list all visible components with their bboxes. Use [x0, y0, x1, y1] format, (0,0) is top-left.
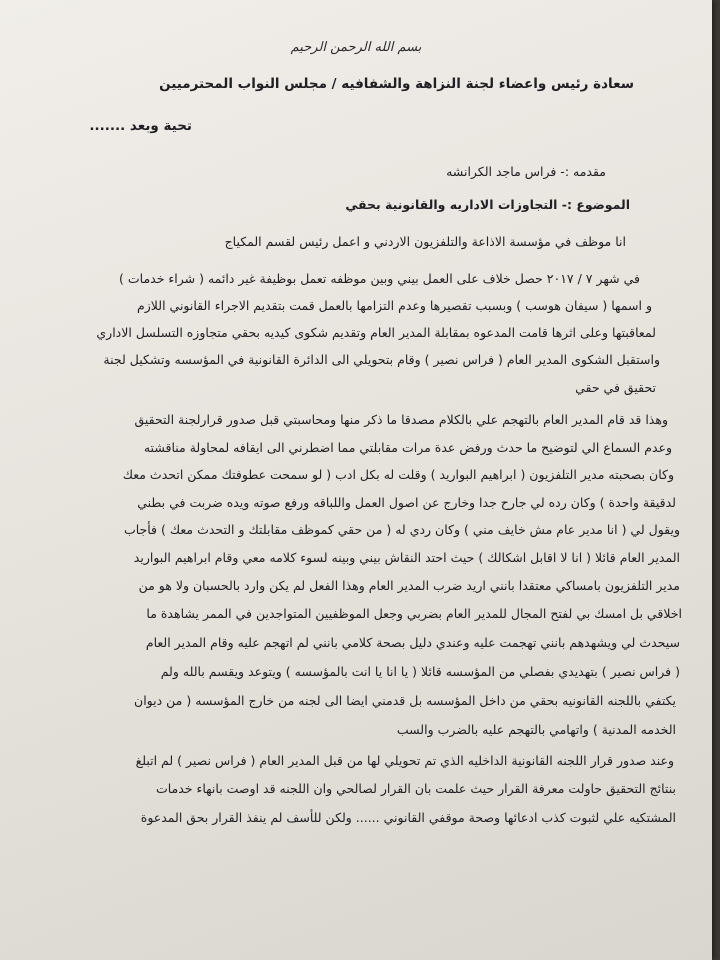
body-line: في شهر ٧ / ٢٠١٧ حصل خلاف على العمل بيني وبين موظفه تعمل بوظيفة غير دائمه ( شراء خدمات ) [119, 271, 640, 286]
body-line: يكتفي باللجنه القانونيه بحقي من داخل المؤسسه بل قدمني ايضا الى لجنه من خارج المؤسسه ( من ديوان [134, 693, 676, 708]
addressee-line: سعادة رئيس واعضاء لجنة النزاهة والشفافيه / مجلس النواب المحترميين [159, 76, 634, 92]
body-line: لمعاقبتها وعلى اثرها قامت المدعوه بمقابلة المدير العام وتقديم شكوى كيديه بحقي متجاوزه التسلسل الاداري [96, 325, 656, 340]
body-line: لدقيقة واحدة ) وكان رده لي جارح جدا وخارج عن اصول العمل واللباقه ورفع صوته ويده ضربت في بطني [137, 495, 676, 510]
body-line: ويقول لي ( انا مدير عام مش خايف مني ) وكان ردي له ( من حقي كموظف مقابلتك و التحدث معك ) فأجاب [123, 522, 680, 537]
subject-line: الموضوع :- التجاوزات الاداريه والقانونية بحقي [345, 197, 630, 212]
body-line: بنتائج التحقيق حاولت معرفة القرار حيث علمت بان القرار لصالحي وان اللجنه قد اوصت بانهاء خدمات [155, 781, 676, 796]
body-line: اخلاقي بل امسك بي لفتح المجال للمدير العام بضربي وجعل الموظفيين المتواجدين في الممر يشاهدة ما [146, 606, 682, 621]
body-line: مدير التلفزيون بامساكي معتقدا بانني اريد ضرب المدير العام وهذا الفعل لم يكن وارد بالحسبان ولا هو من [138, 578, 680, 593]
body-line: وعدم السماع الي لتوضيح ما حدث ورفض عدة مرات مقابلتي مما اضطرني الى ايقافه لمحاولة مناقشته [143, 440, 672, 455]
submitter-line: مقدمه :- فراس ماجد الكرانشه [446, 164, 606, 179]
body-line: وكان بصحبته مدير التلفزيون ( ابراهيم البواريد ) وقلت له بكل ادب ( لو سمحت عطوفتك ممكن اتحدث معك [122, 467, 674, 482]
greeting-line: تحية وبعد ....... [89, 118, 192, 134]
body-line: تحقيق في حقي [575, 380, 656, 395]
body-line: سيحدث لي ويشهدهم بانني تهجمت عليه وعندي دليل بصحة كلامي بانني لم اتهجم عليه وقام المدير العام [145, 635, 680, 650]
body-line: الخدمه المدنية ) واتهامي بالتهجم عليه بالضرب والسب [396, 722, 676, 737]
body-line: ( فراس نصير ) بتهديدي بفصلي من المؤسسه قائلا ( يا انا يا انت بالمؤسسه ) ويتوعد ويقسم بالله ولم [160, 664, 680, 679]
body-line: و اسمها ( سيفان هوسب ) وبسبب تقصيرها وعدم التزامها بالعمل قمت بتقديم الاجراء القانوني اللازم [137, 298, 652, 313]
basmala-heading: بسم الله الرحمن الرحيم [290, 40, 422, 55]
intro-line: انا موظف في مؤسسة الاذاعة والتلفزيون الاردني و اعمل رئيس لقسم المكياج [224, 234, 626, 249]
body-line: المدير العام قائلا ( انا لا اقابل اشكالك ) حيث احتد النقاش بيني وبينه لسوء كلامه معي وقام ابراهيم البواريد [133, 550, 680, 565]
body-line: وعند صدور قرار اللجنه القانونية الداخليه الذي تم تحويلي لها من قبل المدير العام ( فراس نصير ) لم اتبلغ [135, 753, 674, 768]
body-line: وهذا قد قام المدير العام بالتهجم علي بالكلام مصدقا ما ذكر منها ومحاسبتي قبل صدور قرارلجنة التحقيق [134, 412, 668, 427]
body-line: واستقبل الشكوى المدير العام ( فراس نصير ) وقام بتحويلي الى الدائرة القانونية في المؤسسه وتشكيل لجنة [103, 352, 660, 367]
body-line: المشتكيه علي لثبوت كذب ادعائها وصحة موقفي القانوني ...... ولكن للأسف لم ينفذ القرار بحق المدعوة [140, 810, 676, 825]
